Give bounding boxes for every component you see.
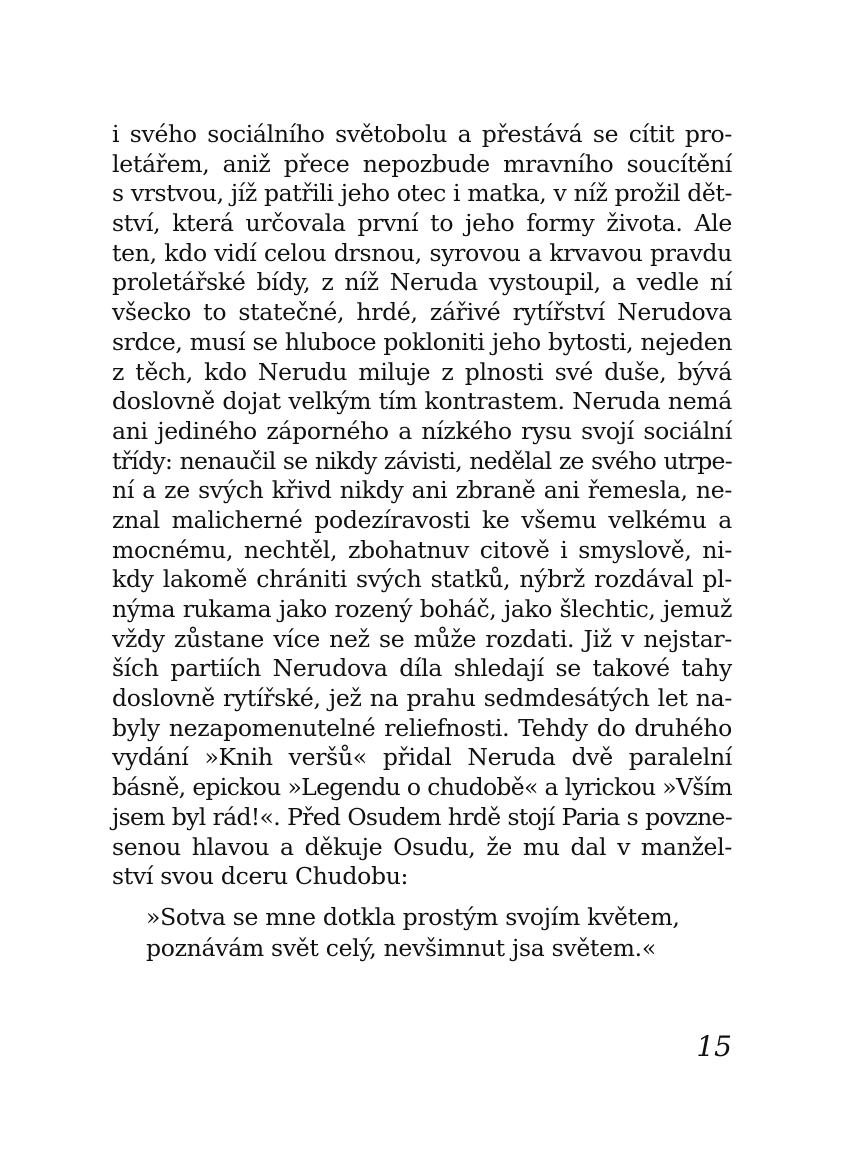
page-number: 15 <box>696 1030 732 1063</box>
text-line: ství, která určovala první to jeho formy života. Ale <box>112 209 732 238</box>
text-line: byly nezapomenutelné reliefnosti. Tehdy do druhého <box>112 713 732 742</box>
verse-line: poznávám svět celý, nevšimnut jsa světem.« <box>146 934 656 962</box>
text-line: srdce, musí se hluboce pokloniti jeho bytosti, nejeden <box>112 327 732 356</box>
text-line: proletářské bídy, z níž Neruda vystoupil, a vedle ní <box>112 268 732 297</box>
text-line: básně, epickou »Legendu o chudobě« a lyrickou »Vším <box>112 773 732 802</box>
text-line: vydání »Knih veršů« přidal Neruda dvě paralelní <box>112 743 732 772</box>
text-line: doslovně dojat velkým tím kontrastem. Neruda nemá <box>112 387 732 416</box>
verse-line: »Sotva se mne dotkla prostým svojím květem, <box>146 903 680 931</box>
text-line: ších partiích Nerudova díla shledají se takové tahy <box>112 654 732 683</box>
text-line: ní a ze svých křivd nikdy ani zbraně ani řemesla, ne- <box>112 476 732 505</box>
main-paragraph <box>112 120 732 892</box>
text-line: i svého sociálního světobolu a přestává se cítit pro- <box>112 120 732 148</box>
text-line: kdy lakomě chrániti svých statků, nýbrž rozdával pl- <box>112 565 732 594</box>
text-line: s vrstvou, jíž patřili jeho otec i matka, v níž prožil dět- <box>112 179 732 208</box>
text-line: letářem, aniž přece nepozbude mravního soucítění <box>112 149 732 178</box>
text-line: třídy: nenaučil se nikdy závisti, nedělal ze svého utrpe- <box>112 446 732 475</box>
text-line: všecko to statečné, hrdé, zářivé rytířství Nerudova <box>112 298 732 327</box>
verse-quote <box>146 902 726 964</box>
text-line: jsem byl rád!«. Před Osudem hrdě stojí Paria s povzne- <box>112 802 732 831</box>
text-line: mocnému, nechtěl, zbohatnuv citově i smyslově, ni- <box>112 535 732 564</box>
text-line: znal malicherné podezíravosti ke všemu velkému a <box>112 505 732 534</box>
text-line: vždy zůstane více než se může rozdati. Již v nejstar- <box>112 624 732 653</box>
text-line: z těch, kdo Nerudu miluje z plnosti své duše, bývá <box>112 357 732 386</box>
text-line: senou hlavou a děkuje Osudu, že mu dal v manžel- <box>112 832 732 861</box>
text-line: ten, kdo vidí celou drsnou, syrovou a krvavou pravdu <box>112 238 732 267</box>
text-line: doslovně rytířské, jež na prahu sedmdesátých let na- <box>112 684 732 713</box>
text-line: ani jediného záporného a nízkého rysu svojí sociální <box>112 416 732 445</box>
text-line: ství svou dceru Chudobu: <box>112 862 409 891</box>
text-line: nýma rukama jako rozený boháč, jako šlechtic, jemuž <box>112 595 732 623</box>
